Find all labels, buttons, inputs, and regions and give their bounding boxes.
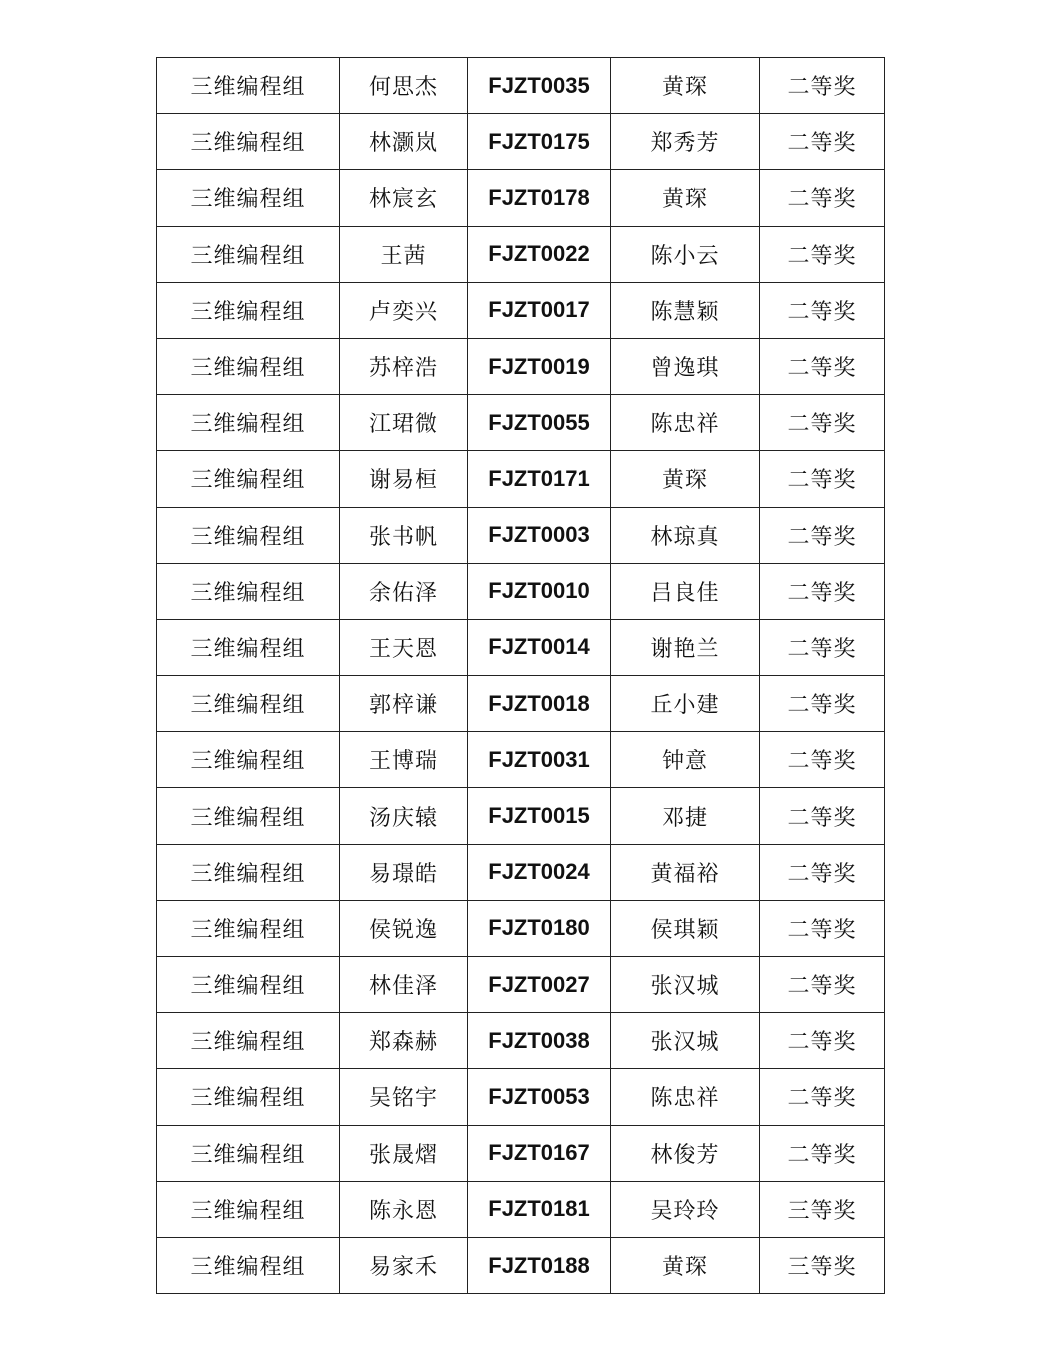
student-name-cell: 林佳泽 <box>340 957 468 1013</box>
award-cell: 二等奖 <box>760 170 885 226</box>
group-cell: 三维编程组 <box>157 844 340 900</box>
teacher-cell: 林俊芳 <box>611 1125 760 1181</box>
group-cell: 三维编程组 <box>157 563 340 619</box>
teacher-cell: 黄琛 <box>611 451 760 507</box>
table-row <box>157 1125 885 1181</box>
entry-code-cell: FJZT0035 <box>468 58 611 114</box>
table-row <box>157 619 885 675</box>
table-row <box>157 1181 885 1237</box>
teacher-cell: 陈忠祥 <box>611 1069 760 1125</box>
entry-code-cell: FJZT0003 <box>468 507 611 563</box>
award-cell: 二等奖 <box>760 732 885 788</box>
award-cell: 二等奖 <box>760 507 885 563</box>
group-cell: 三维编程组 <box>157 1181 340 1237</box>
student-name-cell: 王博瑞 <box>340 732 468 788</box>
award-cell: 二等奖 <box>760 282 885 338</box>
teacher-cell: 丘小建 <box>611 676 760 732</box>
group-cell: 三维编程组 <box>157 619 340 675</box>
entry-code-cell: FJZT0178 <box>468 170 611 226</box>
award-list-table-container <box>156 57 885 1294</box>
award-cell: 二等奖 <box>760 676 885 732</box>
award-cell: 三等奖 <box>760 1181 885 1237</box>
table-row <box>157 395 885 451</box>
group-cell: 三维编程组 <box>157 338 340 394</box>
group-cell: 三维编程组 <box>157 395 340 451</box>
award-cell: 三等奖 <box>760 1237 885 1293</box>
award-cell: 二等奖 <box>760 395 885 451</box>
student-name-cell: 余佑泽 <box>340 563 468 619</box>
award-cell: 二等奖 <box>760 1013 885 1069</box>
entry-code-cell: FJZT0018 <box>468 676 611 732</box>
group-cell: 三维编程组 <box>157 676 340 732</box>
group-cell: 三维编程组 <box>157 1237 340 1293</box>
award-cell: 二等奖 <box>760 788 885 844</box>
teacher-cell: 钟意 <box>611 732 760 788</box>
teacher-cell: 林琼真 <box>611 507 760 563</box>
award-cell: 二等奖 <box>760 1069 885 1125</box>
table-row <box>157 676 885 732</box>
student-name-cell: 苏梓浩 <box>340 338 468 394</box>
entry-code-cell: FJZT0015 <box>468 788 611 844</box>
teacher-cell: 黄福裕 <box>611 844 760 900</box>
student-name-cell: 何思杰 <box>340 58 468 114</box>
entry-code-cell: FJZT0053 <box>468 1069 611 1125</box>
entry-code-cell: FJZT0171 <box>468 451 611 507</box>
student-name-cell: 林灏岚 <box>340 114 468 170</box>
entry-code-cell: FJZT0180 <box>468 900 611 956</box>
teacher-cell: 邓捷 <box>611 788 760 844</box>
student-name-cell: 林宸玄 <box>340 170 468 226</box>
group-cell: 三维编程组 <box>157 788 340 844</box>
student-name-cell: 郭梓谦 <box>340 676 468 732</box>
award-cell: 二等奖 <box>760 58 885 114</box>
teacher-cell: 侯琪颖 <box>611 900 760 956</box>
entry-code-cell: FJZT0181 <box>468 1181 611 1237</box>
table-row <box>157 58 885 114</box>
entry-code-cell: FJZT0188 <box>468 1237 611 1293</box>
student-name-cell: 汤庆辕 <box>340 788 468 844</box>
award-cell: 二等奖 <box>760 619 885 675</box>
award-cell: 二等奖 <box>760 900 885 956</box>
student-name-cell: 吴铭宇 <box>340 1069 468 1125</box>
teacher-cell: 陈慧颖 <box>611 282 760 338</box>
group-cell: 三维编程组 <box>157 170 340 226</box>
teacher-cell: 黄琛 <box>611 1237 760 1293</box>
award-cell: 二等奖 <box>760 957 885 1013</box>
award-cell: 二等奖 <box>760 451 885 507</box>
student-name-cell: 郑森赫 <box>340 1013 468 1069</box>
entry-code-cell: FJZT0038 <box>468 1013 611 1069</box>
teacher-cell: 黄琛 <box>611 170 760 226</box>
group-cell: 三维编程组 <box>157 507 340 563</box>
table-row <box>157 900 885 956</box>
student-name-cell: 卢奕兴 <box>340 282 468 338</box>
group-cell: 三维编程组 <box>157 58 340 114</box>
student-name-cell: 张书帆 <box>340 507 468 563</box>
table-row <box>157 338 885 394</box>
student-name-cell: 侯锐逸 <box>340 900 468 956</box>
student-name-cell: 王天恩 <box>340 619 468 675</box>
teacher-cell: 吴玲玲 <box>611 1181 760 1237</box>
entry-code-cell: FJZT0017 <box>468 282 611 338</box>
table-row <box>157 1069 885 1125</box>
teacher-cell: 陈忠祥 <box>611 395 760 451</box>
entry-code-cell: FJZT0019 <box>468 338 611 394</box>
student-name-cell: 陈永恩 <box>340 1181 468 1237</box>
teacher-cell: 谢艳兰 <box>611 619 760 675</box>
group-cell: 三维编程组 <box>157 732 340 788</box>
group-cell: 三维编程组 <box>157 1069 340 1125</box>
award-list-table <box>156 57 885 1294</box>
award-cell: 二等奖 <box>760 226 885 282</box>
group-cell: 三维编程组 <box>157 282 340 338</box>
entry-code-cell: FJZT0031 <box>468 732 611 788</box>
table-row <box>157 282 885 338</box>
table-row <box>157 507 885 563</box>
award-cell: 二等奖 <box>760 1125 885 1181</box>
teacher-cell: 吕良佳 <box>611 563 760 619</box>
award-cell: 二等奖 <box>760 338 885 394</box>
group-cell: 三维编程组 <box>157 1125 340 1181</box>
student-name-cell: 张晟熠 <box>340 1125 468 1181</box>
award-list-body <box>157 58 885 1294</box>
student-name-cell: 易家禾 <box>340 1237 468 1293</box>
table-row <box>157 732 885 788</box>
group-cell: 三维编程组 <box>157 114 340 170</box>
entry-code-cell: FJZT0022 <box>468 226 611 282</box>
award-cell: 二等奖 <box>760 563 885 619</box>
table-row <box>157 1237 885 1293</box>
group-cell: 三维编程组 <box>157 957 340 1013</box>
student-name-cell: 江珺微 <box>340 395 468 451</box>
entry-code-cell: FJZT0167 <box>468 1125 611 1181</box>
entry-code-cell: FJZT0175 <box>468 114 611 170</box>
table-row <box>157 170 885 226</box>
student-name-cell: 谢易桓 <box>340 451 468 507</box>
group-cell: 三维编程组 <box>157 226 340 282</box>
table-row <box>157 451 885 507</box>
table-row <box>157 844 885 900</box>
table-row <box>157 226 885 282</box>
group-cell: 三维编程组 <box>157 900 340 956</box>
teacher-cell: 黄琛 <box>611 58 760 114</box>
student-name-cell: 易璟皓 <box>340 844 468 900</box>
table-row <box>157 1013 885 1069</box>
teacher-cell: 曾逸琪 <box>611 338 760 394</box>
group-cell: 三维编程组 <box>157 1013 340 1069</box>
table-row <box>157 563 885 619</box>
teacher-cell: 郑秀芳 <box>611 114 760 170</box>
entry-code-cell: FJZT0027 <box>468 957 611 1013</box>
entry-code-cell: FJZT0024 <box>468 844 611 900</box>
entry-code-cell: FJZT0014 <box>468 619 611 675</box>
teacher-cell: 张汉城 <box>611 957 760 1013</box>
group-cell: 三维编程组 <box>157 451 340 507</box>
entry-code-cell: FJZT0055 <box>468 395 611 451</box>
table-row <box>157 788 885 844</box>
award-cell: 二等奖 <box>760 114 885 170</box>
table-row <box>157 957 885 1013</box>
teacher-cell: 陈小云 <box>611 226 760 282</box>
table-row <box>157 114 885 170</box>
award-cell: 二等奖 <box>760 844 885 900</box>
entry-code-cell: FJZT0010 <box>468 563 611 619</box>
teacher-cell: 张汉城 <box>611 1013 760 1069</box>
student-name-cell: 王茜 <box>340 226 468 282</box>
